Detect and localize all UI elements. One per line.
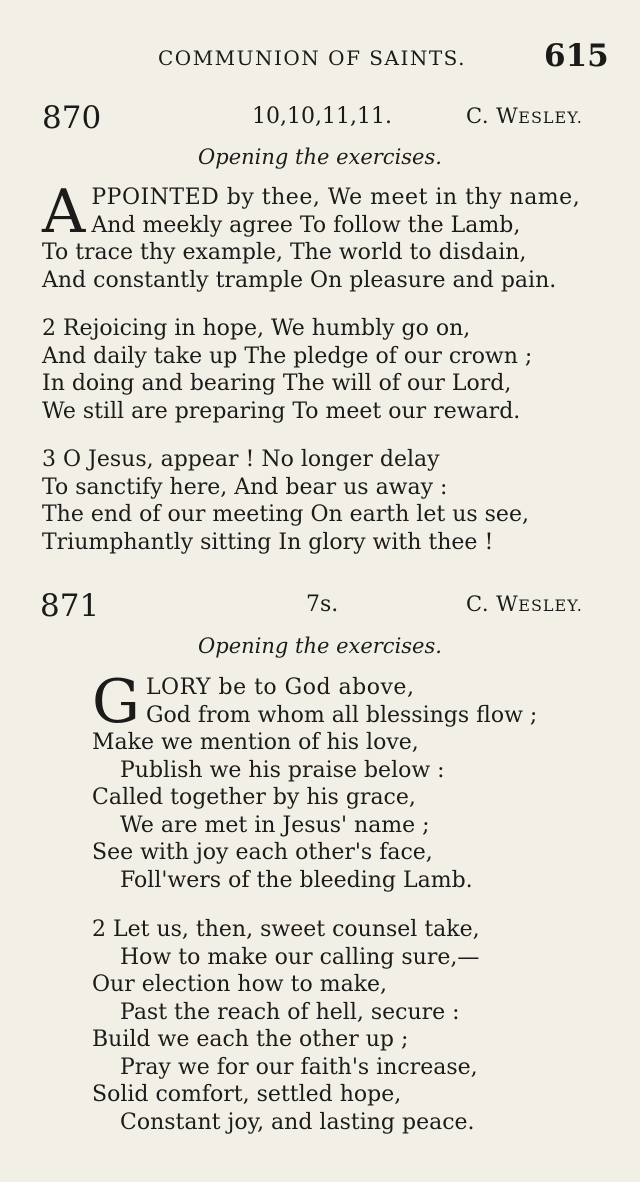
hymn-meter: 7s.: [306, 592, 339, 617]
verse-line: And meekly agree To follow the Lamb,: [91, 212, 521, 238]
verse-line: Triumphantly sitting In glory with thee !: [42, 529, 494, 555]
verse-line: We still are preparing To meet our reward.: [42, 398, 521, 424]
verse-line: God from whom all blessings flow ;: [145, 702, 538, 728]
verse-line: Called together by his grace,: [92, 785, 416, 810]
hymn-871-heading: [0, 588, 640, 628]
hymn-870-heading: [0, 100, 640, 140]
verse-line: PPOINTED by thee, We meet in thy name,: [91, 185, 581, 210]
verse-line: Past the reach of hell, secure :: [120, 999, 460, 1025]
verse-line: To sanctify here, And bear us away :: [42, 474, 448, 500]
hymn-871-stanza-2: [92, 916, 480, 1136]
running-head: COMMUNION OF SAINTS.: [158, 46, 467, 70]
verse-line: See with joy each other's face,: [92, 840, 433, 865]
verse-line: Our election how to make,: [92, 972, 388, 997]
hymn-meter: 10,10,11,11.: [252, 104, 392, 129]
hymn-author: C. WESLEY.: [466, 592, 583, 616]
hymn-number: 870: [42, 100, 102, 136]
verse-line: LORY be to God above,: [145, 675, 415, 700]
hymn-871-stanza-1: [92, 667, 612, 894]
verse-line: Foll'wers of the bleeding Lamb.: [120, 867, 473, 893]
page-header: [0, 38, 640, 78]
drop-cap: G: [92, 667, 140, 737]
verse-line: Publish we his praise below :: [120, 757, 445, 783]
verse-line: We are met in Jesus' name ;: [120, 812, 430, 838]
hymn-870-stanza-3: [42, 446, 529, 556]
verse-line: How to make our calling sure,—: [120, 944, 480, 970]
verse-line: Pray we for our faith's increase,: [120, 1054, 478, 1080]
hymn-870-stanza-1: [42, 177, 612, 294]
hymn-871-occasion: Opening the exercises.: [198, 634, 442, 658]
verse-line: Solid comfort, settled hope,: [92, 1082, 402, 1107]
verse-line: Constant joy, and lasting peace.: [120, 1109, 475, 1135]
verse-line: 3 O Jesus, appear ! No longer delay: [42, 447, 440, 472]
verse-line: 2 Rejoicing in hope, We humbly go on,: [42, 316, 471, 341]
verse-line: Make we mention of his love,: [92, 730, 419, 755]
verse-line: And daily take up The pledge of our crown ;: [42, 343, 533, 369]
hymn-870-occasion: Opening the exercises.: [198, 145, 442, 169]
verse-line: To trace thy example, The world to disdain,: [42, 240, 527, 265]
page-number: 615: [544, 38, 609, 74]
hymn-number: 871: [40, 588, 100, 624]
verse-line: The end of our meeting On earth let us see,: [42, 502, 529, 527]
verse-line: In doing and bearing The will of our Lord,: [42, 371, 512, 396]
hymn-author: C. WESLEY.: [466, 104, 583, 128]
verse-line: 2 Let us, then, sweet counsel take,: [92, 917, 480, 942]
verse-line: And constantly trample On pleasure and pain.: [42, 267, 557, 293]
hymn-870-stanza-2: [42, 315, 532, 425]
verse-line: Build we each the other up ;: [92, 1027, 409, 1052]
drop-cap: A: [42, 177, 86, 247]
